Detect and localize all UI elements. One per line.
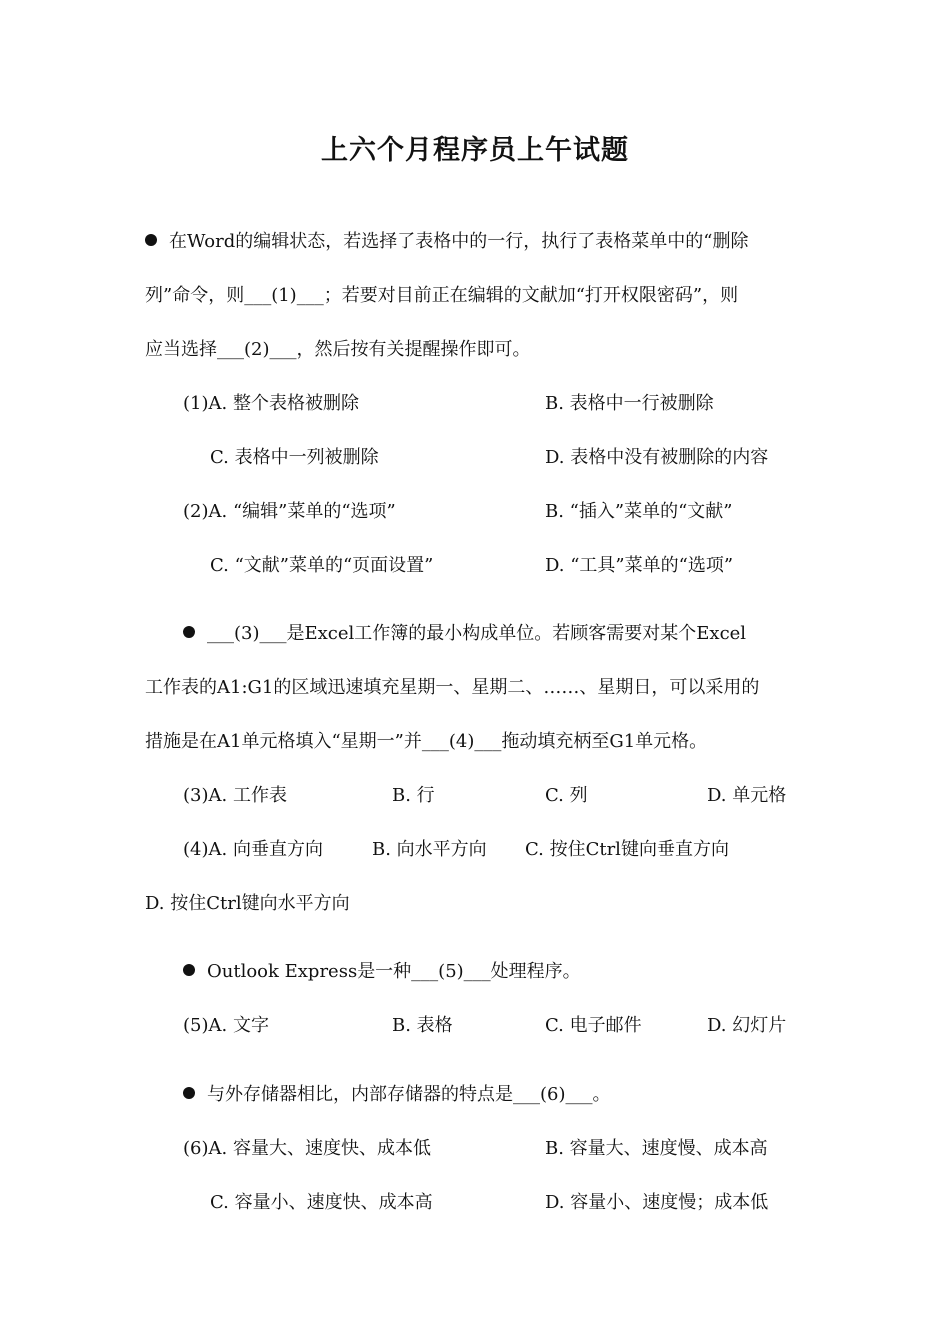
option-6b: B. 容量大、速度慢、成本高 bbox=[545, 1138, 768, 1159]
option-4c: C. 按住Ctrl键向垂直方向 bbox=[525, 839, 729, 860]
option-6d: D. 容量小、速度慢；成本低 bbox=[545, 1192, 769, 1213]
option-1c: C. 表格中一列被删除 bbox=[210, 447, 379, 468]
question-3-text-1: Outlook Express是一种___(5)___处理程序。 bbox=[207, 961, 581, 982]
question-4-text-1: 与外存储器相比，内部存储器的特点是___(6)___。 bbox=[207, 1084, 611, 1105]
option-4a: (4)A. 向垂直方向 bbox=[183, 839, 323, 860]
option-3d: D. 单元格 bbox=[707, 785, 787, 806]
question-1-line-1 bbox=[145, 229, 748, 255]
option-3b: B. 行 bbox=[392, 785, 435, 806]
question-2-text-1: ___(3)___是Excel工作簿的最小构成单位。若顾客需要对某个Excel bbox=[207, 623, 747, 644]
option-4d: D. 按住Ctrl键向水平方向 bbox=[145, 893, 350, 914]
bullet-icon bbox=[183, 1087, 195, 1099]
option-1d: D. 表格中没有被删除的内容 bbox=[545, 447, 769, 468]
option-2d: D. “工具”菜单的“选项” bbox=[545, 555, 734, 576]
question-1-text-1: 在Word的编辑状态，若选择了表格中的一行，执行了表格菜单中的“删除 bbox=[169, 231, 749, 252]
option-2b: B. “插入”菜单的“文献” bbox=[545, 501, 733, 522]
question-1-line-2: 列”命令，则___(1)___；若要对目前正在编辑的文献加“打开权限密码”，则 bbox=[145, 285, 739, 306]
option-4b: B. 向水平方向 bbox=[372, 839, 487, 860]
question-2-line-2: 工作表的A1:G1的区域迅速填充星期一、星期二、……、星期日，可以采用的 bbox=[145, 677, 760, 698]
option-3a: (3)A. 工作表 bbox=[183, 785, 287, 806]
question-3-line-1 bbox=[183, 959, 581, 985]
option-2a: (2)A. “编辑”菜单的“选项” bbox=[183, 501, 396, 522]
question-2-line-1 bbox=[183, 621, 746, 647]
option-6a: (6)A. 容量大、速度快、成本低 bbox=[183, 1138, 431, 1159]
question-2-line-3: 措施是在A1单元格填入“星期一”并___(4)___拖动填充柄至G1单元格。 bbox=[145, 731, 708, 752]
bullet-icon bbox=[183, 964, 195, 976]
bullet-icon bbox=[145, 234, 157, 246]
question-1-line-3: 应当选择___(2)___，然后按有关提醒操作即可。 bbox=[145, 339, 531, 360]
option-5c: C. 电子邮件 bbox=[545, 1015, 642, 1036]
option-5a: (5)A. 文字 bbox=[183, 1015, 269, 1036]
option-5b: B. 表格 bbox=[392, 1015, 453, 1036]
option-3c: C. 列 bbox=[545, 785, 588, 806]
page-title: 上六个月程序员上午试题 bbox=[321, 135, 629, 166]
option-6c: C. 容量小、速度快、成本高 bbox=[210, 1192, 433, 1213]
option-5d: D. 幻灯片 bbox=[707, 1015, 787, 1036]
question-4-line-1 bbox=[183, 1082, 611, 1108]
option-2c: C. “文献”菜单的“页面设置” bbox=[210, 555, 434, 576]
option-1b: B. 表格中一行被删除 bbox=[545, 393, 714, 414]
option-1a: (1)A. 整个表格被删除 bbox=[183, 393, 359, 414]
bullet-icon bbox=[183, 626, 195, 638]
